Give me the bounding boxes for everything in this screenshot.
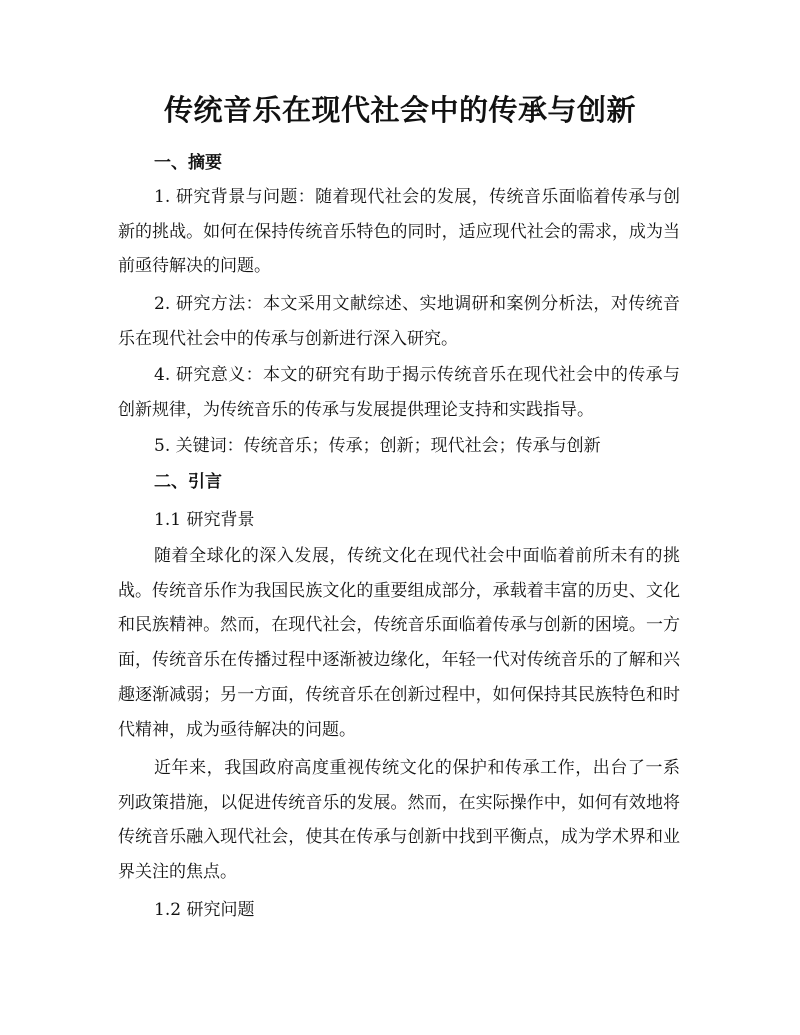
abstract-item-2: 2. 研究方法：本文采用文献综述、实地调研和案例分析法，对传统音乐在现代社会中的传承与创新进行深入研究。 xyxy=(118,294,680,349)
document-title: 传统音乐在现代社会中的传承与创新 xyxy=(163,93,636,127)
abstract-item-4: 4. 研究意义：本文的研究有助于揭示传统音乐在现代社会中的传承与创新规律，为传统音乐的传承与发展提供理论支持和实践指导。 xyxy=(118,365,680,420)
subsection-heading-background: 1.1 研究背景 xyxy=(154,510,255,530)
abstract-item-5: 5. 关键词：传统音乐；传承；创新；现代社会；传承与创新 xyxy=(154,436,601,456)
background-paragraph-2: 近年来，我国政府高度重视传统文化的保护和传承工作，出台了一系列政策措施，以促进传统音乐的发展。然而，在实际操作中，如何有效地将传统音乐融入现代社会，使其在传承与创新中找到平衡点，成为学术界和业界关注的焦点。 xyxy=(118,758,680,883)
subsection-heading-research-question: 1.2 研究问题 xyxy=(154,900,255,920)
section-heading-introduction: 二、引言 xyxy=(154,472,222,492)
abstract-item-1: 1. 研究背景与问题：随着现代社会的发展，传统音乐面临着传承与创新的挑战。如何在保持传统音乐特色的同时，适应现代社会的需求，成为当前亟待解决的问题。 xyxy=(118,187,680,277)
background-paragraph-1: 随着全球化的深入发展，传统文化在现代社会中面临着前所未有的挑战。传统音乐作为我国民族文化的重要组成部分，承载着丰富的历史、文化和民族精神。然而，在现代社会，传统音乐面临着传承与创新的困境。一方面，传统音乐在传播过程中逐渐被边缘化，年轻一代对传统音乐的了解和兴趣逐渐减弱；另一方面，传统音乐在创新过程中，如何保持其民族特色和时代精神，成为亟待解决的问题。 xyxy=(118,546,680,740)
section-heading-abstract: 一、摘要 xyxy=(154,153,222,173)
